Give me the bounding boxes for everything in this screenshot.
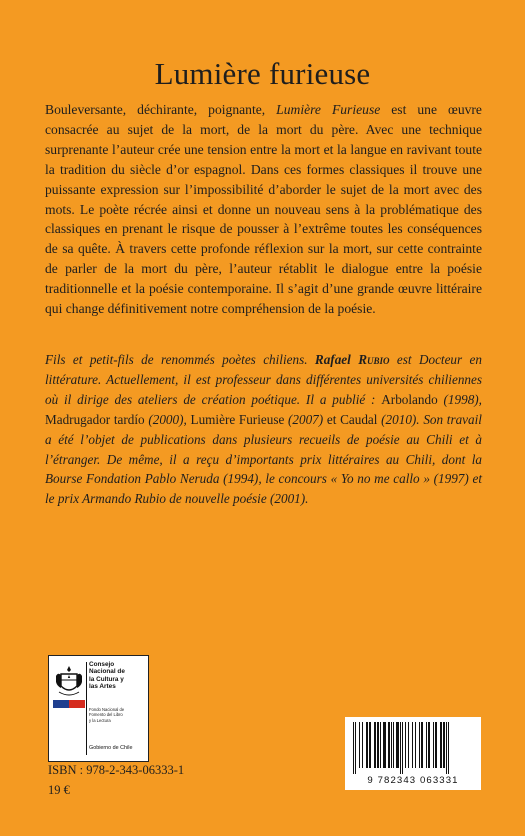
barcode-digits: 9 782343 063331 [367,775,459,786]
book-1-year: (1998), [437,391,482,407]
council-name-line: Nacional de [89,668,125,676]
blurb-text-rest: est une œuvre consacrée au sujet de la mort, de la mort du père. Avec une technique surprenante l’auteur crée une tension entre la mort et la langue en ravivant toute la tradition du siècle d’or espagnol. Dans ces formes classiques il trouve une puissante expression sur l’impossibilité d’aborder le sujet de la mort avec des mots. Le poète récrée ainsi et donne un nouveau sens à la problématique des classiques en prenant le risque de pousser à l’extrême toutes les conséquences de sa quête. À travers cette profonde réflexion sur la mort, sur cette contrainte de parler de la mort du père, l’auteur rétablit le dialogue entre la poésie traditionnelle et la poésie contemporaine. Il s’agit d’une grande œuvre littéraire qui change définitivement notre compréhension de la poésie. [45,102,482,317]
bio-intro: Fils et petit-fils de renommés poètes chiliens. [45,352,315,367]
publisher-logo [48,655,149,762]
council-name-line: Consejo [89,661,115,668]
fund-name-line: y la Lectura [89,717,111,723]
blurb-book-title: Lumière Furieuse [276,102,381,117]
book-3: Lumière Furieuse [190,411,285,427]
price: 19 € [48,783,70,797]
barcode-bars-icon [351,722,475,774]
fund-name-line: Fomento del Libro [89,712,123,718]
government-label: Gobierno de Chile [89,745,133,751]
council-name [89,661,149,691]
fund-name [89,707,149,723]
book-3-year: (2007) [284,411,327,427]
book-2-year: (2000), [144,411,191,427]
fund-name-line: Fondo Nacional de [89,707,125,712]
barcode [345,717,481,790]
council-name-line: la Cultura y [89,675,124,683]
author-bio [45,350,482,509]
conjunction: et [326,411,341,427]
coat-of-arms-icon [53,662,85,710]
bio-career: est Docteur en littérature. Actuellement, il est professeur dans différentes universités chiliennes où il dirige des ateliers de création poétique. Il a publié : [45,352,483,407]
logo-divider [86,662,87,755]
book-title: Lumière furieuse [154,56,371,91]
council-name-line: las Artes [89,683,116,691]
back-cover-blurb [45,100,482,319]
author-first-name: Rafael [314,352,359,367]
book-2: Madrugador tardío [45,411,145,427]
book-4: Caudal [340,411,378,427]
author-name [315,352,390,367]
book-1: Arbolando [381,391,438,407]
bio-awards: Son travail a été l’objet de publications dans plusieurs recueils de poésie au Chili et à l’étranger. De même, il a reçu d’importants prix littéraires au Chili, dont la Bourse Fondation Pablo Neruda (1994), le concours « Yo no me callo » (1997) et le prix Armando Rubio de nouvelle poésie (2001). [45,411,482,507]
isbn: ISBN : 978-2-343-06333-1 [48,763,185,777]
author-last-name: Rubio [358,352,390,367]
book-4-year: (2010). [377,411,424,427]
blurb-text-start: Bouleversante, déchirante, poignante, [45,102,277,117]
